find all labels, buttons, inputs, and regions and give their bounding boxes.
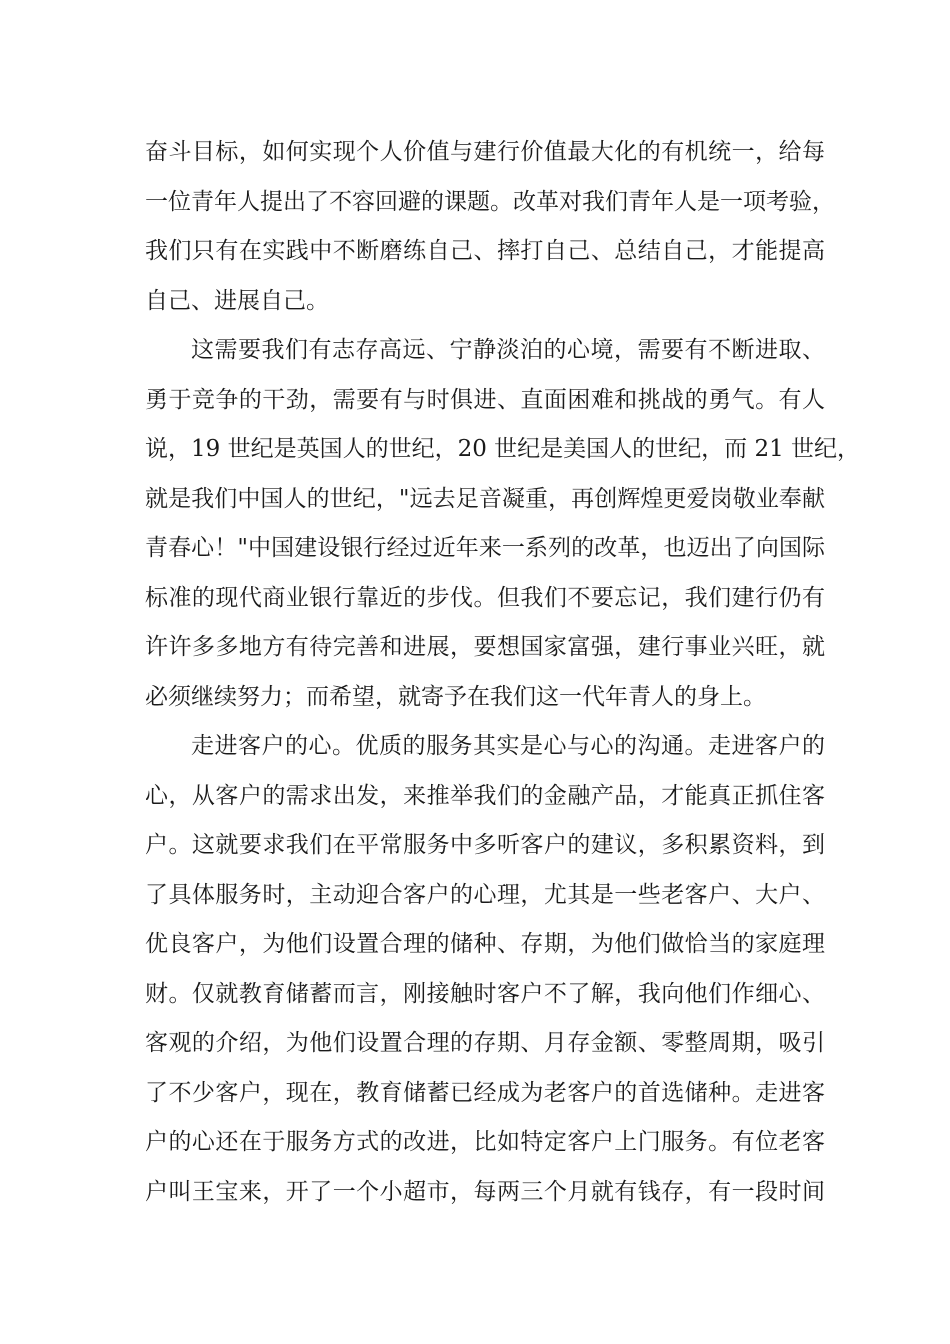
text-line: 了具体服务时，主动迎合客户的心理，尤其是一些老客户、大户、 <box>145 881 825 908</box>
text-line: 客观的介绍，为他们设置合理的存期、月存金额、零整周期，吸引 <box>145 1030 825 1056</box>
text-line: 一位青年人提出了不容回避的课题。改革对我们青年人是一项考验， <box>145 188 835 215</box>
text-line: 了不少客户，现在，教育储蓄已经成为老客户的首选储种。走进客 <box>145 1079 825 1106</box>
text-line: 我们只有在实践中不断磨练自己、摔打自己、总结自己，才能提高 <box>145 238 825 264</box>
text-line: 青春心！"中国建设银行经过近年来一系列的改革，也迈出了向国际 <box>145 535 825 561</box>
paragraph-2 <box>145 326 861 722</box>
text-line: 奋斗目标，如何实现个人价值与建行价值最大化的有机统一，给每 <box>145 139 825 165</box>
text-line: 勇于竞争的干劲，需要有与时俱进、直面困难和挑战的勇气。有人 <box>145 386 825 413</box>
text-line: 走进客户的心。优质的服务其实是心与心的沟通。走进客户的 <box>191 733 825 759</box>
text-line: 说，19 世纪是英国人的世纪，20 世纪是美国人的世纪，而 21 世纪， <box>145 436 861 462</box>
text-line: 户叫王宝来，开了一个小超市，每两三个月就有钱存，有一段时间 <box>145 1178 825 1205</box>
text-line: 就是我们中国人的世纪，"远去足音凝重，再创辉煌更爱岗敬业奉献 <box>145 485 825 512</box>
text-line: 优良客户，为他们设置合理的储种、存期，为他们做恰当的家庭理 <box>145 931 825 957</box>
text-line: 必须继续努力；而希望，就寄予在我们这一代年青人的身上。 <box>145 683 766 710</box>
text-line: 心，从客户的需求出发，来推举我们的金融产品，才能真正抓住客 <box>145 782 825 809</box>
text-line: 这需要我们有志存高远、宁静淡泊的心境，需要有不断进取、 <box>191 337 825 363</box>
text-line: 许许多多地方有待完善和进展，要想国家富强，建行事业兴旺，就 <box>145 634 825 660</box>
paragraph-1 <box>145 128 835 326</box>
text-line: 户的心还在于服务方式的改进，比如特定客户上门服务。有位老客 <box>145 1129 825 1155</box>
text-line: 自己、进展自己。 <box>145 287 329 314</box>
text-line: 标准的现代商业银行靠近的步伐。但我们不要忘记，我们建行仍有 <box>145 584 825 611</box>
paragraph-3 <box>145 722 825 1217</box>
text-line: 财。仅就教育储蓄而言，刚接触时客户不了解，我向他们作细心、 <box>145 980 825 1007</box>
text-line: 户。这就要求我们在平常服务中多听客户的建议，多积累资料，到 <box>145 832 825 858</box>
